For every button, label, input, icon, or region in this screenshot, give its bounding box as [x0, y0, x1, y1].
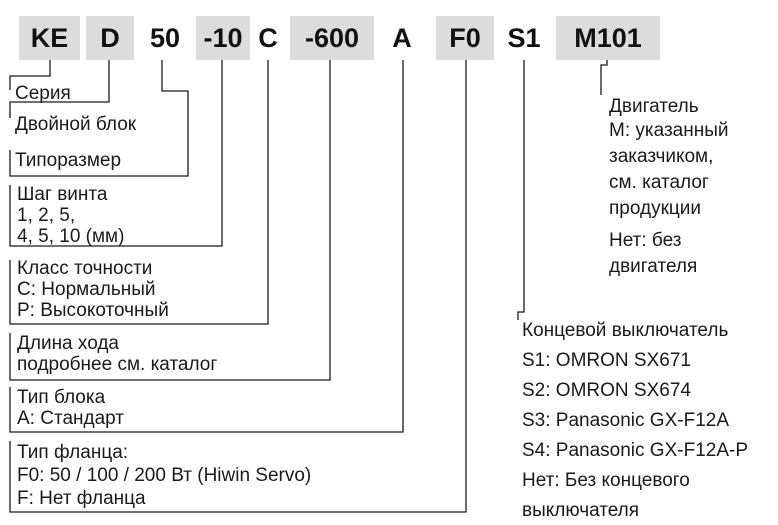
- motor-custom-2: заказчиком,: [609, 146, 714, 167]
- code-segment-stroke: -600: [290, 16, 374, 60]
- motor-title: Двигатель: [609, 96, 699, 117]
- limit-switch-s2: S2: OMRON SX674: [522, 380, 691, 401]
- label-accuracy: [17, 258, 169, 321]
- label-block-type: [17, 387, 124, 429]
- label-motor: [609, 96, 729, 280]
- stroke-title: Длина хода: [17, 333, 119, 354]
- limit-switch-title: Концевой выключатель: [522, 320, 729, 341]
- code-segment-flange: F0: [436, 16, 494, 60]
- code-segment-limit-switch: S1: [498, 16, 550, 60]
- limit-switch-none-2: выключателя: [522, 500, 640, 521]
- label-limit-switch: [522, 316, 748, 525]
- limit-switch-s3: S3: Panasonic GX-F12A: [522, 410, 729, 431]
- label-stroke: [17, 333, 217, 375]
- label-size: Типоразмер: [15, 150, 122, 171]
- accuracy-precision: P: Высокоточный: [17, 300, 169, 321]
- block-type-title: Тип блока: [17, 387, 106, 408]
- motor-none-2: двигателя: [609, 256, 698, 277]
- code-segment-accuracy: C: [252, 16, 284, 60]
- code-segment-screw-pitch: -10: [196, 16, 250, 60]
- code-segment-double-block: D: [86, 16, 134, 60]
- motor-custom-1: М: указанный: [609, 120, 729, 141]
- connector-limit-switch: [518, 60, 524, 320]
- screw-pitch-values-2: 4, 5, 10 (мм): [17, 226, 125, 247]
- label-double-block: Двойной блок: [15, 114, 137, 135]
- code-segment-series: KE: [19, 16, 80, 60]
- limit-switch-s1: S1: OMRON SX671: [522, 350, 691, 371]
- limit-switch-s4: S4: Panasonic GX-F12A-P: [522, 440, 748, 461]
- limit-switch-none-1: Нет: Без концевого: [522, 470, 690, 491]
- label-series: Серия: [15, 83, 71, 104]
- flange-type-title: Тип фланца:: [17, 442, 129, 463]
- flange-type-f0: F0: 50 / 100 / 200 Вт (Hiwin Servo): [17, 465, 312, 486]
- label-flange-type: [17, 441, 311, 510]
- stroke-note: подробнее см. каталог: [17, 354, 218, 375]
- motor-none-1: Нет: без: [609, 230, 682, 251]
- screw-pitch-title: Шаг винта: [17, 184, 108, 205]
- flange-type-none: F: Нет фланца: [17, 488, 146, 509]
- code-segment-motor: M101: [556, 16, 660, 60]
- label-screw-pitch: [17, 184, 124, 247]
- code-segment-size: 50: [140, 16, 190, 60]
- motor-custom-4: продукции: [609, 198, 702, 219]
- accuracy-title: Класс точности: [17, 258, 153, 279]
- accuracy-normal: C: Нормальный: [17, 279, 156, 300]
- code-segment-block-type: A: [376, 16, 428, 60]
- connector-motor: [601, 60, 607, 95]
- block-type-standard: A: Стандарт: [17, 408, 125, 429]
- screw-pitch-values-1: 1, 2, 5,: [17, 205, 76, 226]
- motor-custom-3: см. каталог: [609, 172, 709, 193]
